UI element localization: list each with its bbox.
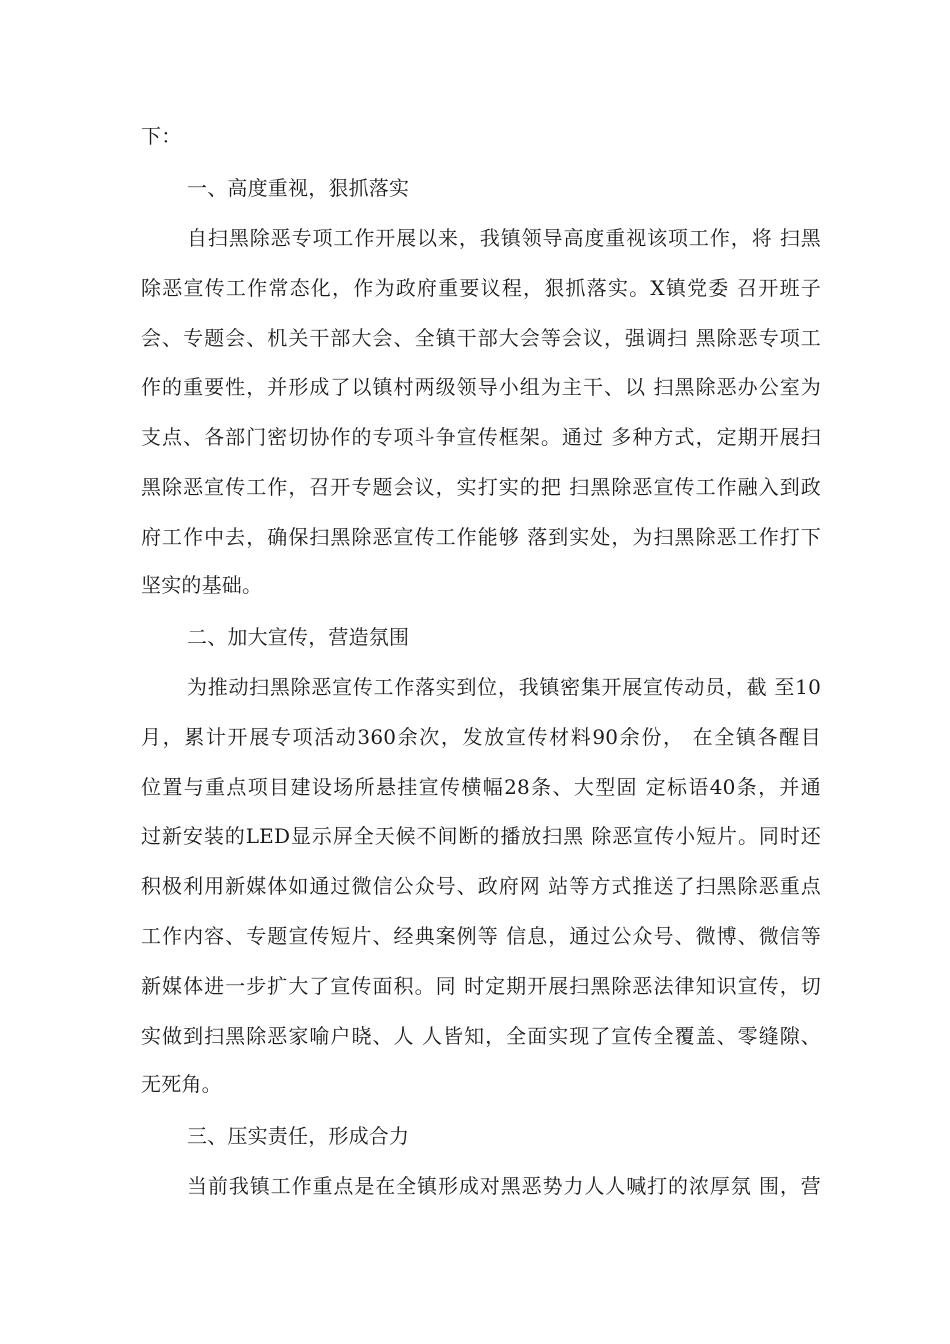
paragraph-line: 无死角。 [141,1072,222,1096]
paragraph-line: 作的重要性，并形成了以镇村两级领导小组为主干、以 扫黑除恶办公室为 [141,375,821,399]
paragraph-line: 会、专题会、机关干部大会、全镇干部大会等会议，强调扫 黑除恶专项工 [141,326,821,350]
paragraph-line: 当前我镇工作重点是在全镇形成对黑恶势力人人喊打的浓厚氛 围，营 [187,1174,821,1198]
paragraph-line: 位置与重点项目建设场所悬挂宣传横幅28条、大型固 定标语40条，并通 [141,775,821,799]
paragraph-line: 新媒体进一步扩大了宣传面积。同 时定期开展扫黑除恶法律知识宣传，切 [141,974,821,998]
paragraph-line: 为推动扫黑除恶宣传工作落实到位，我镇密集开展宣传动员，截 至10 [187,675,821,699]
paragraph-line: 过新安装的LED显示屏全天候不间断的播放扫黑 除恶宣传小短片。同时还 [141,824,821,848]
section-heading-1: 一、高度重视，狠抓落实 [187,176,410,200]
paragraph-line: 黑除恶宣传工作，召开专题会议，实打实的把 扫黑除恶宣传工作融入到政 [141,475,821,499]
text-line: 下： [141,124,182,148]
paragraph-line: 支点、各部门密切协作的专项斗争宣传框架。通过 多种方式，定期开展扫 [141,425,821,449]
paragraph-line: 积极利用新媒体如通过微信公众号、政府网 站等方式推送了扫黑除恶重点 [141,874,821,898]
paragraph-line: 实做到扫黑除恶家喻户晓、人 人皆知，全面实现了宣传全覆盖、零缝隙、 [141,1024,821,1048]
paragraph-line: 府工作中去，确保扫黑除恶宣传工作能够 落到实处，为扫黑除恶工作打下 [141,525,821,549]
section-heading-3: 三、压实责任，形成合力 [187,1124,410,1148]
section-heading-2: 二、加大宣传，营造氛围 [187,625,410,649]
paragraph-line: 除恶宣传工作常态化，作为政府重要议程，狠抓落实。X镇党委 召开班子 [141,276,821,300]
paragraph-line: 工作内容、专题宣传短片、经典案例等 信息，通过公众号、微博、微信等 [141,924,821,948]
paragraph-line: 自扫黑除恶专项工作开展以来，我镇领导高度重视该项工作，将 扫黑 [187,226,821,250]
paragraph-line: 坚实的基础。 [141,573,263,597]
paragraph-line: 月，累计开展专项活动360余次，发放宣传材料90余份， 在全镇各醒目 [141,725,821,749]
